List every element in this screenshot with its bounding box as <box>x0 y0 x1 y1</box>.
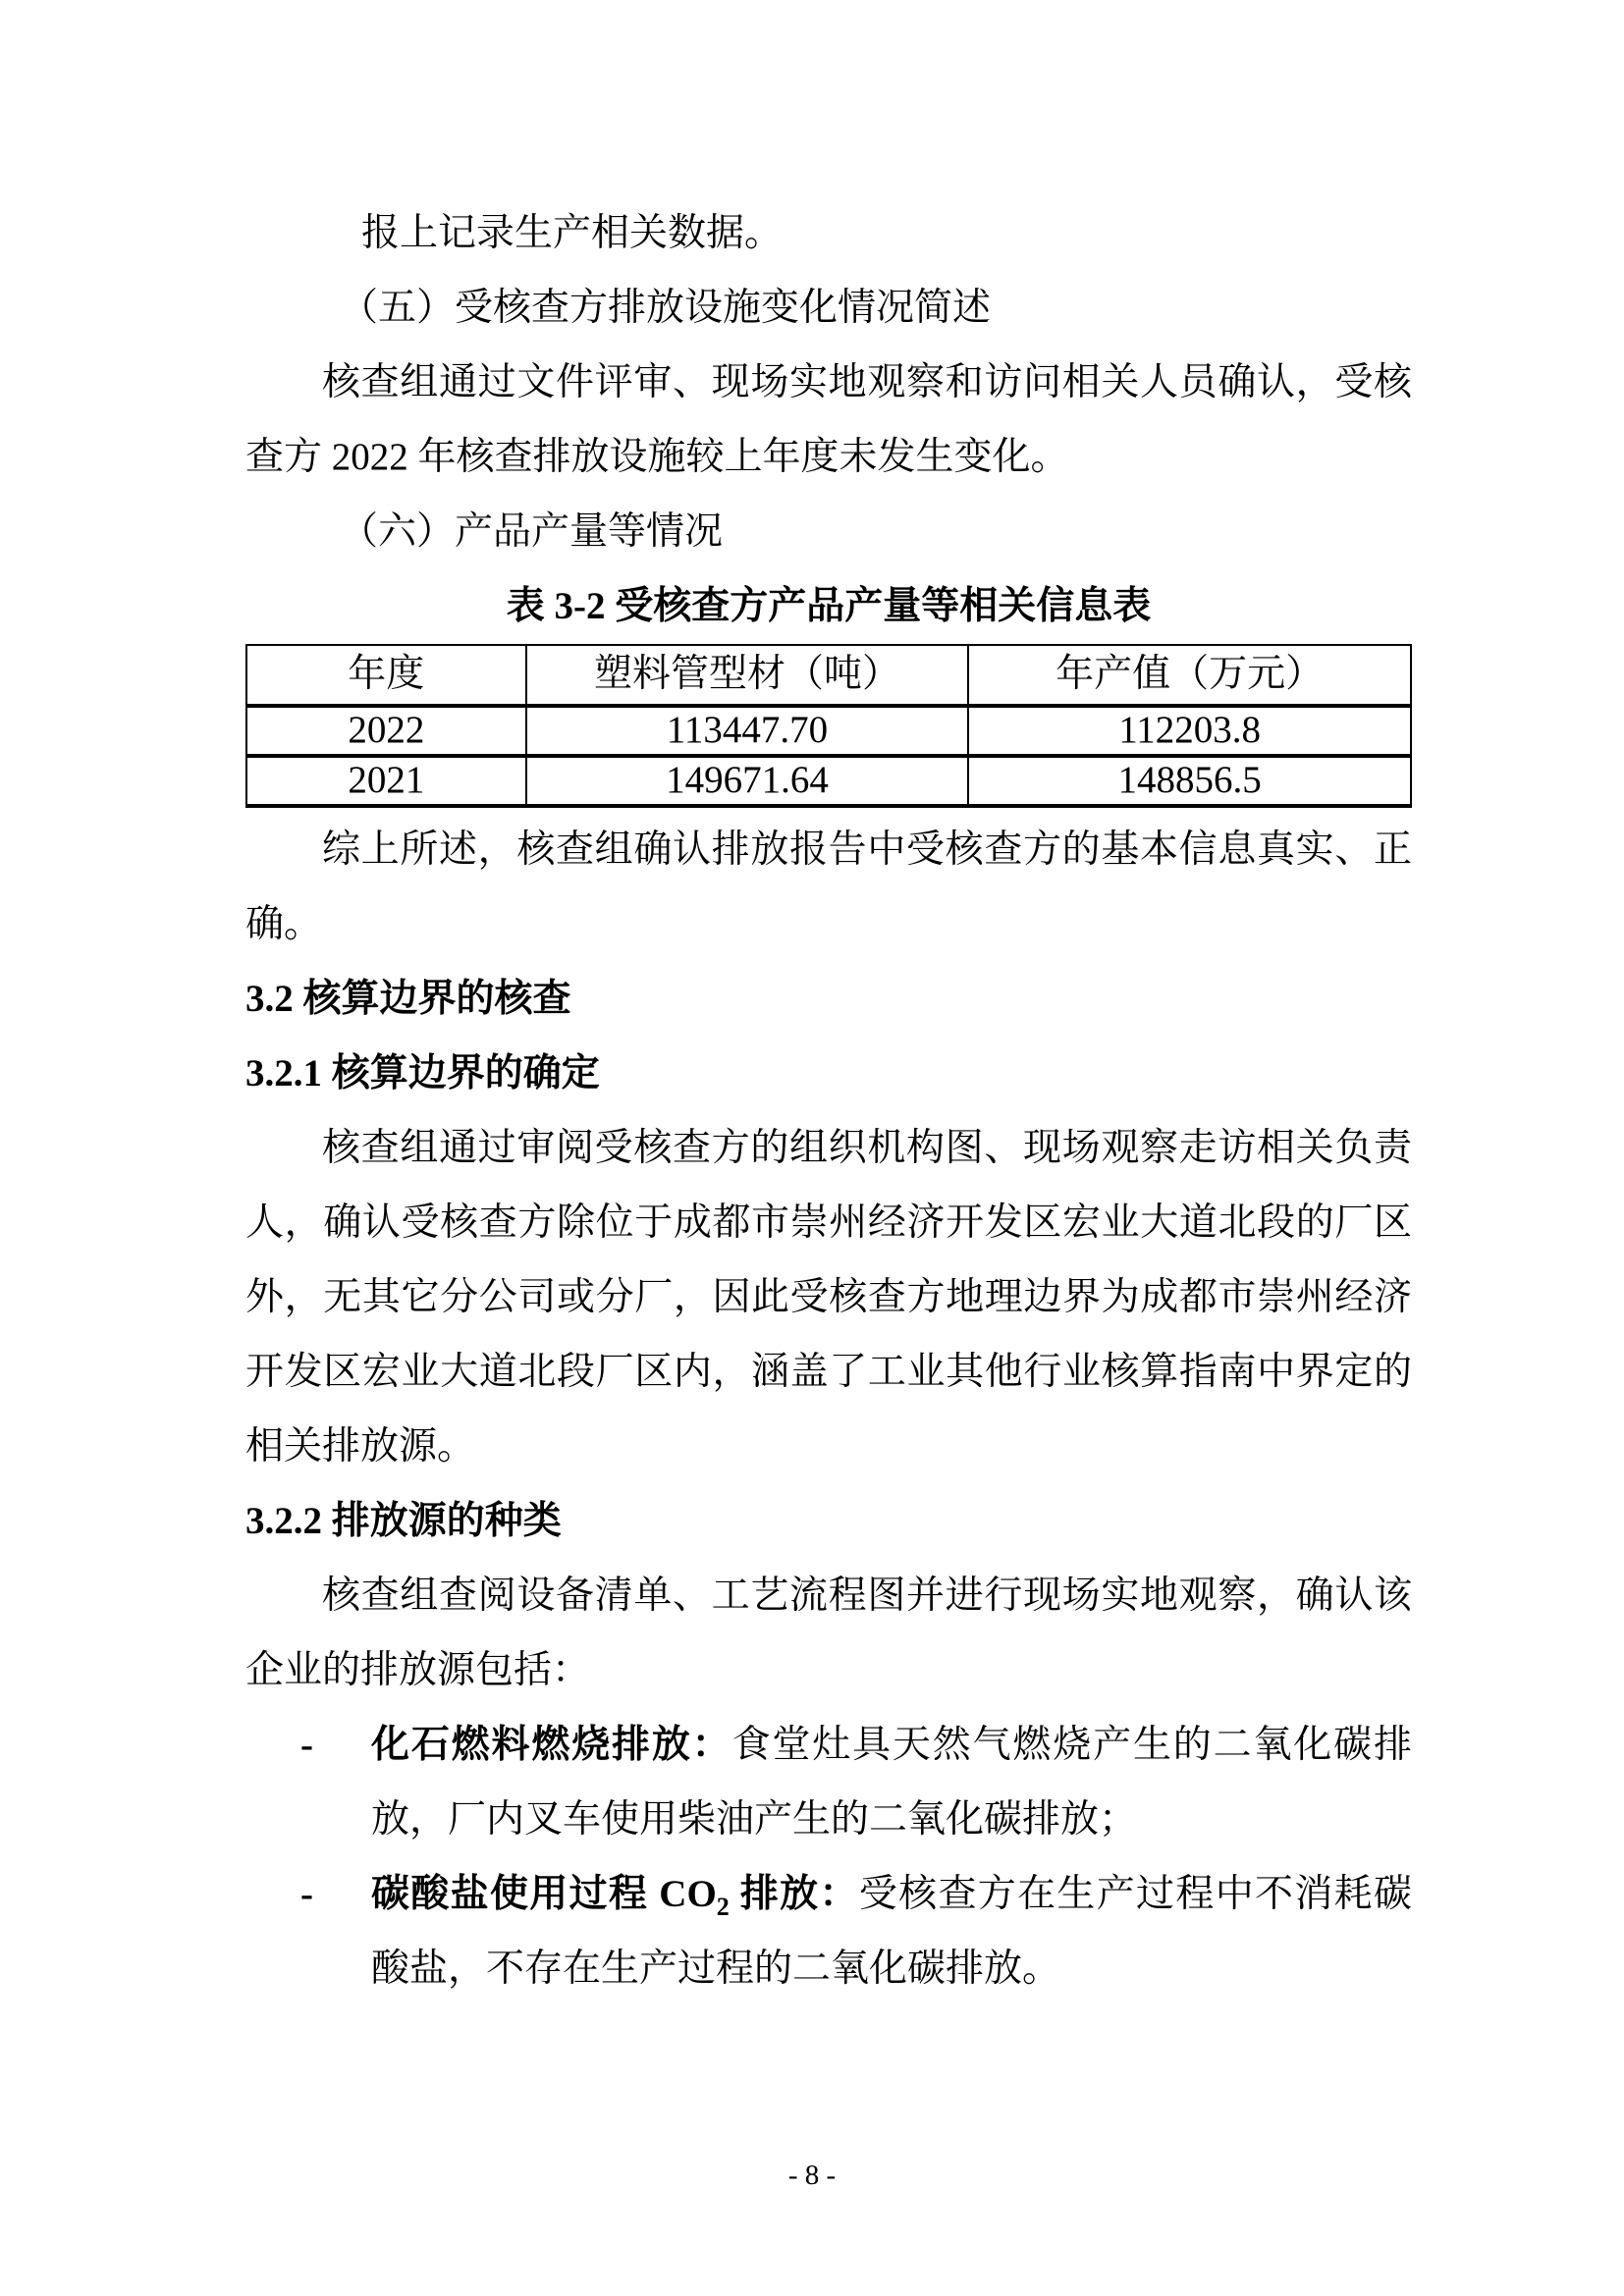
bullet-subscript: 2 <box>716 1892 730 1921</box>
table-cell-product: 113447.70 <box>526 706 969 756</box>
bullet-bold-label: 碳酸盐使用过程 CO <box>371 1872 717 1915</box>
table-row <box>246 756 1411 806</box>
table-cell-value: 148856.5 <box>968 756 1411 806</box>
paragraph-carryover: 报上记录生产相关数据。 <box>361 212 784 254</box>
summary-paragraph: 综上所述，核查组确认排放报告中受核查方的基本信息真实、正确。 <box>245 828 1412 945</box>
section-6-heading: （六）产品产量等情况 <box>340 510 724 553</box>
section-3-2-1-body: 核查组通过审阅受核查方的组织机构图、现场观察走访相关负责人，确认受核查方除位于成都市崇州经济开发区宏业大道北段的厂区外，无其它分公司或分厂，因此受核查方地理边界为成都市崇州经济开发区宏业大道北段厂区内，涵盖了工业其他行业核算指南中界定的相关排放源。 <box>245 1126 1412 1468</box>
table-cell-year: 2021 <box>246 756 526 806</box>
bullet-bold-label: 化石燃料燃烧排放： <box>371 1723 732 1766</box>
bullet-text: 受核查方在生产过程中不消耗碳酸盐，不存在生产过程的二氧化碳排放。 <box>371 1872 1412 1990</box>
table-header-product: 塑料管型材（吨） <box>526 645 969 706</box>
bullet-dash-icon: - <box>300 1872 313 1915</box>
heading-3-2-1: 3.2.1 核算边界的确定 <box>245 1051 600 1095</box>
table-header-year: 年度 <box>246 645 526 706</box>
bullet-fossil-fuel-emission <box>245 1708 1412 1857</box>
bullet-text: 食堂灶具天然气燃烧产生的二氧化碳排放，厂内叉车使用柴油产生的二氧化碳排放； <box>371 1723 1412 1841</box>
page-number: - 8 - <box>787 2160 837 2191</box>
page-content <box>245 196 1412 2006</box>
table-header-row <box>246 645 1411 706</box>
heading-3-2-2: 3.2.2 排放源的种类 <box>245 1499 562 1542</box>
table-title: 表 3-2 受核查方产品产量等相关信息表 <box>506 585 1152 627</box>
table-cell-product: 149671.64 <box>526 756 969 806</box>
section-3-2-2-body: 核查组查阅设备清单、工艺流程图并进行现场实地观察，确认该企业的排放源包括： <box>245 1574 1412 1691</box>
section-5-heading: （五）受核查方排放设施变化情况简述 <box>340 287 992 329</box>
table-row <box>246 706 1411 756</box>
bullet-carbonate-emission <box>245 1857 1412 2006</box>
product-output-table <box>245 644 1412 808</box>
section-5-body: 核查组通过文件评审、现场实地观察和访问相关人员确认，受核查方 2022 年核查排放设施较上年度未发生变化。 <box>245 361 1412 478</box>
bullet-bold-label-suffix: 排放： <box>729 1872 859 1915</box>
bullet-dash-icon: - <box>300 1723 313 1766</box>
table-cell-year: 2022 <box>246 706 526 756</box>
table-header-value: 年产值（万元） <box>968 645 1411 706</box>
table-cell-value: 112203.8 <box>968 706 1411 756</box>
heading-3-2: 3.2 核算边界的核查 <box>245 977 571 1020</box>
